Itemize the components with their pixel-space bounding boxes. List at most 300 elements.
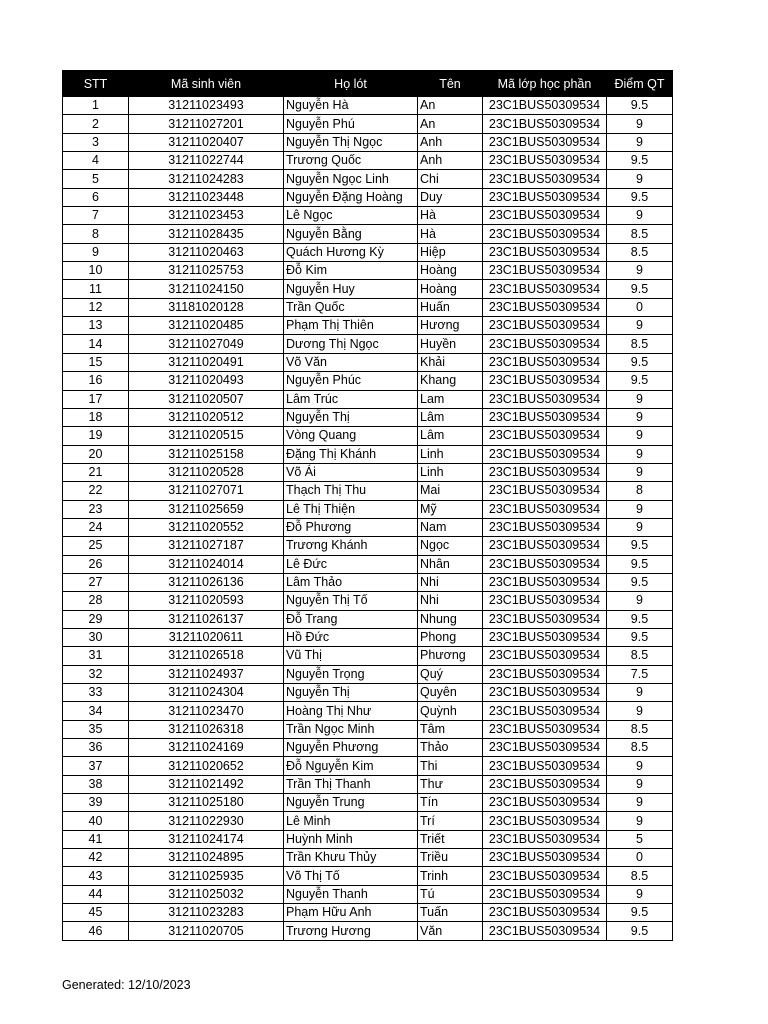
cell-last-middle-name: Nguyễn Phúc	[284, 372, 418, 390]
cell-last-middle-name: Nguyễn Bằng	[284, 225, 418, 243]
table-row	[63, 482, 673, 500]
table-row	[63, 702, 673, 720]
cell-first-name: Nhung	[418, 610, 483, 628]
cell-first-name: Hoàng	[418, 280, 483, 298]
cell-stt: 14	[63, 335, 129, 353]
cell-stt: 27	[63, 573, 129, 591]
cell-stt: 7	[63, 207, 129, 225]
table-row	[63, 922, 673, 940]
table-row	[63, 500, 673, 518]
cell-score: 8.5	[607, 867, 673, 885]
cell-student-id: 31211023448	[129, 188, 284, 206]
cell-first-name: Thảo	[418, 739, 483, 757]
cell-student-id: 31211021492	[129, 775, 284, 793]
cell-first-name: Ngọc	[418, 537, 483, 555]
cell-student-id: 31211025032	[129, 885, 284, 903]
cell-class-code: 23C1BUS50309534	[483, 647, 607, 665]
cell-class-code: 23C1BUS50309534	[483, 133, 607, 151]
cell-last-middle-name: Nguyễn Huy	[284, 280, 418, 298]
cell-score: 9	[607, 463, 673, 481]
cell-student-id: 31211023283	[129, 904, 284, 922]
cell-stt: 21	[63, 463, 129, 481]
cell-stt: 43	[63, 867, 129, 885]
cell-student-id: 31211022744	[129, 152, 284, 170]
cell-student-id: 31211020515	[129, 427, 284, 445]
cell-class-code: 23C1BUS50309534	[483, 775, 607, 793]
cell-stt: 31	[63, 647, 129, 665]
cell-first-name: Thi	[418, 757, 483, 775]
cell-last-middle-name: Lê Đức	[284, 555, 418, 573]
table-row	[63, 518, 673, 536]
cell-score: 9.5	[607, 353, 673, 371]
cell-score: 9.5	[607, 610, 673, 628]
table-row	[63, 243, 673, 261]
cell-score: 9.5	[607, 537, 673, 555]
cell-first-name: Huyền	[418, 335, 483, 353]
cell-stt: 39	[63, 794, 129, 812]
cell-first-name: Hà	[418, 225, 483, 243]
cell-score: 9	[607, 794, 673, 812]
cell-class-code: 23C1BUS50309534	[483, 115, 607, 133]
cell-student-id: 31211020493	[129, 372, 284, 390]
cell-first-name: Quỳnh	[418, 702, 483, 720]
table-row	[63, 885, 673, 903]
cell-student-id: 31211020407	[129, 133, 284, 151]
cell-class-code: 23C1BUS50309534	[483, 152, 607, 170]
cell-score: 9.5	[607, 280, 673, 298]
cell-stt: 1	[63, 97, 129, 115]
table-row	[63, 757, 673, 775]
cell-class-code: 23C1BUS50309534	[483, 739, 607, 757]
cell-student-id: 31211020593	[129, 592, 284, 610]
cell-stt: 9	[63, 243, 129, 261]
cell-first-name: Anh	[418, 133, 483, 151]
cell-class-code: 23C1BUS50309534	[483, 335, 607, 353]
cell-stt: 19	[63, 427, 129, 445]
cell-class-code: 23C1BUS50309534	[483, 830, 607, 848]
cell-score: 9.5	[607, 152, 673, 170]
cell-stt: 35	[63, 720, 129, 738]
cell-class-code: 23C1BUS50309534	[483, 904, 607, 922]
cell-class-code: 23C1BUS50309534	[483, 298, 607, 316]
cell-student-id: 31181020128	[129, 298, 284, 316]
header-student-id: Mã sinh viên	[129, 71, 284, 97]
table-row	[63, 812, 673, 830]
cell-stt: 18	[63, 408, 129, 426]
cell-class-code: 23C1BUS50309534	[483, 610, 607, 628]
table-row	[63, 684, 673, 702]
cell-student-id: 31211024150	[129, 280, 284, 298]
cell-first-name: Hiệp	[418, 243, 483, 261]
cell-last-middle-name: Hoàng Thị Như	[284, 702, 418, 720]
cell-score: 9	[607, 684, 673, 702]
cell-student-id: 31211025158	[129, 445, 284, 463]
cell-stt: 45	[63, 904, 129, 922]
table-row	[63, 463, 673, 481]
cell-class-code: 23C1BUS50309534	[483, 225, 607, 243]
table-row	[63, 188, 673, 206]
cell-score: 9	[607, 262, 673, 280]
cell-score: 9	[607, 390, 673, 408]
cell-stt: 8	[63, 225, 129, 243]
cell-class-code: 23C1BUS50309534	[483, 353, 607, 371]
cell-first-name: Hương	[418, 317, 483, 335]
cell-score: 9	[607, 170, 673, 188]
header-row	[63, 71, 673, 97]
cell-class-code: 23C1BUS50309534	[483, 665, 607, 683]
cell-last-middle-name: Nguyễn Thị Ngọc	[284, 133, 418, 151]
cell-class-code: 23C1BUS50309534	[483, 390, 607, 408]
cell-last-middle-name: Nguyễn Trọng	[284, 665, 418, 683]
cell-last-middle-name: Nguyễn Trung	[284, 794, 418, 812]
cell-student-id: 31211027049	[129, 335, 284, 353]
cell-last-middle-name: Lâm Thảo	[284, 573, 418, 591]
cell-student-id: 31211020652	[129, 757, 284, 775]
cell-class-code: 23C1BUS50309534	[483, 812, 607, 830]
cell-student-id: 31211027187	[129, 537, 284, 555]
cell-score: 9	[607, 702, 673, 720]
cell-score: 8.5	[607, 739, 673, 757]
cell-class-code: 23C1BUS50309534	[483, 555, 607, 573]
cell-first-name: Quyên	[418, 684, 483, 702]
cell-student-id: 31211023470	[129, 702, 284, 720]
cell-first-name: Trinh	[418, 867, 483, 885]
cell-first-name: Phong	[418, 628, 483, 646]
table-row	[63, 408, 673, 426]
cell-score: 9	[607, 500, 673, 518]
cell-stt: 13	[63, 317, 129, 335]
cell-last-middle-name: Võ Thị Tố	[284, 867, 418, 885]
cell-student-id: 31211023453	[129, 207, 284, 225]
cell-first-name: Linh	[418, 445, 483, 463]
header-score: Điểm QT	[607, 71, 673, 97]
cell-stt: 6	[63, 188, 129, 206]
cell-class-code: 23C1BUS50309534	[483, 207, 607, 225]
cell-score: 9	[607, 133, 673, 151]
cell-last-middle-name: Trần Ngọc Minh	[284, 720, 418, 738]
cell-score: 9	[607, 812, 673, 830]
cell-first-name: Tín	[418, 794, 483, 812]
cell-stt: 4	[63, 152, 129, 170]
cell-stt: 40	[63, 812, 129, 830]
cell-student-id: 31211022930	[129, 812, 284, 830]
table-row	[63, 592, 673, 610]
cell-student-id: 31211024895	[129, 849, 284, 867]
table-row	[63, 262, 673, 280]
cell-last-middle-name: Trần Quốc	[284, 298, 418, 316]
table-row	[63, 133, 673, 151]
cell-score: 8.5	[607, 335, 673, 353]
cell-last-middle-name: Nguyễn Phương	[284, 739, 418, 757]
cell-first-name: Triết	[418, 830, 483, 848]
cell-score: 9	[607, 757, 673, 775]
cell-score: 5	[607, 830, 673, 848]
cell-score: 9	[607, 408, 673, 426]
cell-class-code: 23C1BUS50309534	[483, 188, 607, 206]
cell-last-middle-name: Vũ Thị	[284, 647, 418, 665]
cell-stt: 46	[63, 922, 129, 940]
table-row	[63, 665, 673, 683]
cell-student-id: 31211020507	[129, 390, 284, 408]
cell-last-middle-name: Đặng Thị Khánh	[284, 445, 418, 463]
table-row	[63, 830, 673, 848]
cell-last-middle-name: Nguyễn Ngọc Linh	[284, 170, 418, 188]
header-stt: STT	[63, 71, 129, 97]
cell-student-id: 31211027071	[129, 482, 284, 500]
cell-score: 9	[607, 207, 673, 225]
cell-class-code: 23C1BUS50309534	[483, 537, 607, 555]
cell-last-middle-name: Nguyễn Thị	[284, 684, 418, 702]
table-row	[63, 573, 673, 591]
cell-student-id: 31211025180	[129, 794, 284, 812]
cell-class-code: 23C1BUS50309534	[483, 500, 607, 518]
cell-score: 9.5	[607, 97, 673, 115]
cell-score: 9	[607, 317, 673, 335]
table-row	[63, 207, 673, 225]
cell-student-id: 31211026318	[129, 720, 284, 738]
cell-score: 9	[607, 427, 673, 445]
table-row	[63, 353, 673, 371]
cell-student-id: 31211025659	[129, 500, 284, 518]
cell-last-middle-name: Trần Khưu Thủy	[284, 849, 418, 867]
cell-score: 9	[607, 518, 673, 536]
cell-first-name: Hoàng	[418, 262, 483, 280]
table-row	[63, 610, 673, 628]
cell-stt: 41	[63, 830, 129, 848]
cell-first-name: Khải	[418, 353, 483, 371]
cell-class-code: 23C1BUS50309534	[483, 243, 607, 261]
cell-first-name: Lâm	[418, 427, 483, 445]
cell-last-middle-name: Võ Văn	[284, 353, 418, 371]
cell-student-id: 31211025935	[129, 867, 284, 885]
cell-stt: 34	[63, 702, 129, 720]
table-row	[63, 152, 673, 170]
cell-last-middle-name: Nguyễn Phú	[284, 115, 418, 133]
cell-first-name: Tâm	[418, 720, 483, 738]
cell-last-middle-name: Hồ Đức	[284, 628, 418, 646]
cell-student-id: 31211024283	[129, 170, 284, 188]
cell-stt: 20	[63, 445, 129, 463]
cell-stt: 32	[63, 665, 129, 683]
cell-class-code: 23C1BUS50309534	[483, 885, 607, 903]
cell-stt: 28	[63, 592, 129, 610]
cell-score: 9	[607, 592, 673, 610]
table-row	[63, 775, 673, 793]
cell-last-middle-name: Lâm Trúc	[284, 390, 418, 408]
cell-student-id: 31211024174	[129, 830, 284, 848]
cell-last-middle-name: Phạm Hữu Anh	[284, 904, 418, 922]
cell-first-name: Văn	[418, 922, 483, 940]
cell-stt: 44	[63, 885, 129, 903]
cell-first-name: Chi	[418, 170, 483, 188]
table-row	[63, 904, 673, 922]
cell-first-name: Mỹ	[418, 500, 483, 518]
cell-class-code: 23C1BUS50309534	[483, 628, 607, 646]
cell-stt: 42	[63, 849, 129, 867]
cell-stt: 29	[63, 610, 129, 628]
header-first-name: Tên	[418, 71, 483, 97]
cell-stt: 24	[63, 518, 129, 536]
cell-score: 9.5	[607, 555, 673, 573]
cell-first-name: Phương	[418, 647, 483, 665]
cell-last-middle-name: Vòng Quang	[284, 427, 418, 445]
cell-student-id: 31211020611	[129, 628, 284, 646]
cell-student-id: 31211024169	[129, 739, 284, 757]
cell-stt: 17	[63, 390, 129, 408]
cell-class-code: 23C1BUS50309534	[483, 720, 607, 738]
table-row	[63, 794, 673, 812]
cell-first-name: Mai	[418, 482, 483, 500]
cell-score: 0	[607, 849, 673, 867]
cell-stt: 25	[63, 537, 129, 555]
cell-class-code: 23C1BUS50309534	[483, 280, 607, 298]
cell-last-middle-name: Trương Hương	[284, 922, 418, 940]
cell-class-code: 23C1BUS50309534	[483, 592, 607, 610]
cell-student-id: 31211026137	[129, 610, 284, 628]
cell-last-middle-name: Trần Thị Thanh	[284, 775, 418, 793]
cell-class-code: 23C1BUS50309534	[483, 867, 607, 885]
cell-class-code: 23C1BUS50309534	[483, 372, 607, 390]
cell-stt: 36	[63, 739, 129, 757]
cell-stt: 2	[63, 115, 129, 133]
cell-score: 9	[607, 885, 673, 903]
cell-first-name: Hà	[418, 207, 483, 225]
cell-class-code: 23C1BUS50309534	[483, 684, 607, 702]
table-row	[63, 427, 673, 445]
cell-first-name: Huấn	[418, 298, 483, 316]
cell-first-name: Lam	[418, 390, 483, 408]
cell-first-name: Thư	[418, 775, 483, 793]
cell-first-name: Linh	[418, 463, 483, 481]
cell-student-id: 31211024014	[129, 555, 284, 573]
cell-score: 9.5	[607, 904, 673, 922]
cell-class-code: 23C1BUS50309534	[483, 849, 607, 867]
generated-date: Generated: 12/10/2023	[62, 978, 191, 992]
cell-score: 9	[607, 445, 673, 463]
cell-student-id: 31211023493	[129, 97, 284, 115]
cell-first-name: An	[418, 97, 483, 115]
table-row	[63, 445, 673, 463]
cell-first-name: Trí	[418, 812, 483, 830]
cell-stt: 16	[63, 372, 129, 390]
cell-stt: 3	[63, 133, 129, 151]
cell-student-id: 31211020528	[129, 463, 284, 481]
cell-score: 9.5	[607, 188, 673, 206]
table-row	[63, 739, 673, 757]
table-row	[63, 720, 673, 738]
cell-class-code: 23C1BUS50309534	[483, 427, 607, 445]
cell-first-name: Nhi	[418, 573, 483, 591]
table-row	[63, 867, 673, 885]
table-body	[63, 97, 673, 941]
cell-score: 9	[607, 115, 673, 133]
cell-last-middle-name: Nguyễn Hà	[284, 97, 418, 115]
cell-first-name: Lâm	[418, 408, 483, 426]
cell-student-id: 31211020491	[129, 353, 284, 371]
cell-score: 9.5	[607, 573, 673, 591]
cell-score: 9.5	[607, 922, 673, 940]
table-row	[63, 372, 673, 390]
cell-class-code: 23C1BUS50309534	[483, 573, 607, 591]
cell-last-middle-name: Thạch Thị Thu	[284, 482, 418, 500]
header-last-middle-name: Họ lót	[284, 71, 418, 97]
cell-last-middle-name: Dương Thị Ngọc	[284, 335, 418, 353]
cell-first-name: Khang	[418, 372, 483, 390]
cell-class-code: 23C1BUS50309534	[483, 97, 607, 115]
cell-last-middle-name: Huỳnh Minh	[284, 830, 418, 848]
cell-stt: 26	[63, 555, 129, 573]
cell-last-middle-name: Đỗ Trang	[284, 610, 418, 628]
table-row	[63, 225, 673, 243]
cell-score: 0	[607, 298, 673, 316]
cell-first-name: Quý	[418, 665, 483, 683]
cell-last-middle-name: Trương Quốc	[284, 152, 418, 170]
cell-first-name: Tú	[418, 885, 483, 903]
cell-student-id: 31211026518	[129, 647, 284, 665]
header-class-code: Mã lớp học phần	[483, 71, 607, 97]
cell-first-name: Nam	[418, 518, 483, 536]
cell-last-middle-name: Nguyễn Đặng Hoàng	[284, 188, 418, 206]
cell-first-name: Anh	[418, 152, 483, 170]
table-row	[63, 298, 673, 316]
cell-class-code: 23C1BUS50309534	[483, 757, 607, 775]
cell-last-middle-name: Lê Thị Thiện	[284, 500, 418, 518]
cell-stt: 15	[63, 353, 129, 371]
table-row	[63, 849, 673, 867]
cell-stt: 12	[63, 298, 129, 316]
cell-student-id: 31211020705	[129, 922, 284, 940]
cell-first-name: Nhi	[418, 592, 483, 610]
cell-student-id: 31211026136	[129, 573, 284, 591]
cell-first-name: Nhân	[418, 555, 483, 573]
table-row	[63, 647, 673, 665]
cell-class-code: 23C1BUS50309534	[483, 463, 607, 481]
cell-score: 9	[607, 775, 673, 793]
cell-stt: 38	[63, 775, 129, 793]
cell-first-name: An	[418, 115, 483, 133]
cell-last-middle-name: Nguyễn Thanh	[284, 885, 418, 903]
cell-score: 7.5	[607, 665, 673, 683]
table-row	[63, 555, 673, 573]
cell-class-code: 23C1BUS50309534	[483, 170, 607, 188]
cell-last-middle-name: Quách Hương Kỳ	[284, 243, 418, 261]
cell-class-code: 23C1BUS50309534	[483, 482, 607, 500]
cell-class-code: 23C1BUS50309534	[483, 922, 607, 940]
cell-stt: 10	[63, 262, 129, 280]
table-row	[63, 390, 673, 408]
cell-student-id: 31211020485	[129, 317, 284, 335]
cell-class-code: 23C1BUS50309534	[483, 794, 607, 812]
cell-score: 9.5	[607, 628, 673, 646]
cell-stt: 37	[63, 757, 129, 775]
table-row	[63, 335, 673, 353]
cell-last-middle-name: Đỗ Nguyễn Kim	[284, 757, 418, 775]
cell-last-middle-name: Đỗ Phương	[284, 518, 418, 536]
cell-class-code: 23C1BUS50309534	[483, 702, 607, 720]
table-row	[63, 170, 673, 188]
cell-score: 8.5	[607, 720, 673, 738]
cell-last-middle-name: Nguyễn Thị Tố	[284, 592, 418, 610]
table-row	[63, 317, 673, 335]
cell-class-code: 23C1BUS50309534	[483, 262, 607, 280]
cell-student-id: 31211020552	[129, 518, 284, 536]
cell-stt: 22	[63, 482, 129, 500]
cell-score: 8.5	[607, 243, 673, 261]
cell-stt: 30	[63, 628, 129, 646]
cell-student-id: 31211024937	[129, 665, 284, 683]
cell-student-id: 31211028435	[129, 225, 284, 243]
table-row	[63, 280, 673, 298]
